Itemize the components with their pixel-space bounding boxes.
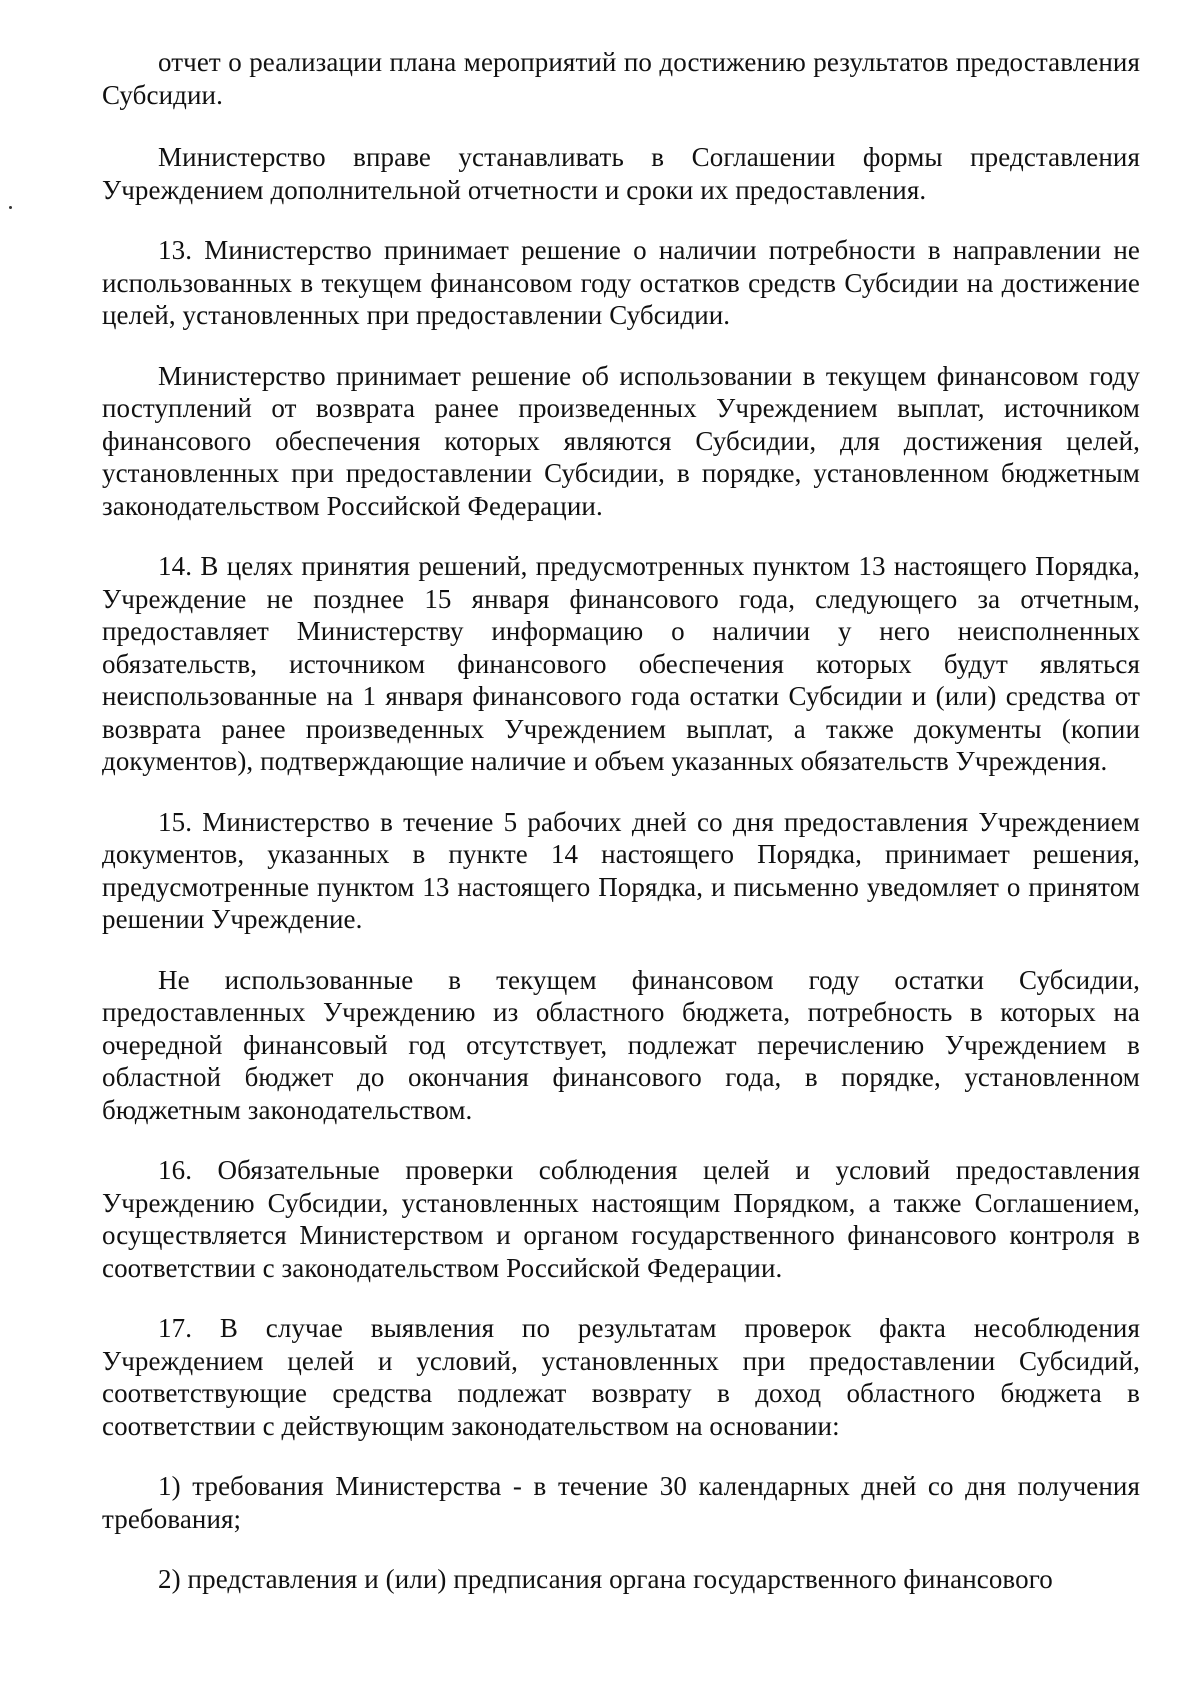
document-body xyxy=(102,46,1140,1596)
paragraph-report-continuation: отчет о реализации плана мероприятий по достижению результатов предоставления Субсидии. xyxy=(102,47,1140,110)
paragraph-14: 14. В целях принятия решений, предусмотренных пунктом 13 настоящего Порядка, Учреждение не позднее 15 января финансового года, следующего за отчетным, предоставляет Министерству информацию о наличии у него неисполненных обязательств, источником финансового обеспечения которых будут являться неиспользованные на 1 января финансового года остатки Субсидии и (или) средства от возврата ранее произведенных Учреждением выплат, а также документы (копии документов), подтверждающие наличие и объем указанных обязательств Учреждения. xyxy=(102,551,1140,776)
paragraph-13-returns: Министерство принимает решение об использовании в текущем финансовом году поступлений от возврата ранее произведенных Учреждением выплат, источником финансового обеспечения которых являются Субсидии, для достижения целей, установленных при предоставлении Субсидии, в порядке, установленном бюджетным законодательством Российской Федерации. xyxy=(102,360,1140,521)
paragraph-17-item-2: 2) представления и (или) предписания органа государственного финансового xyxy=(158,1564,1053,1594)
paragraph-additional-reporting: Министерство вправе устанавливать в Соглашении формы представления Учреждением дополнительной отчетности и сроки их предоставления. xyxy=(102,142,1140,205)
paragraph-13: 13. Министерство принимает решение о наличии потребности в направлении не использованных в текущем финансовом году остатков средств Субсидии на достижение целей, установленных при предоставлении Субсидии. xyxy=(102,235,1140,330)
paragraph-17: 17. В случае выявления по результатам проверок факта несоблюдения Учреждением целей и условий, установленных при предоставлении Субсидий, соответствующие средства подлежат возврату в доход областного бюджета в соответствии с действующим законодательством на основании: xyxy=(102,1313,1140,1441)
paragraph-17-item-1: 1) требования Министерства - в течение 30 календарных дней со дня получения требования; xyxy=(102,1471,1140,1534)
paragraph-16: 16. Обязательные проверки соблюдения целей и условий предоставления Учреждению Субсидии, установленных настоящим Порядком, а также Соглашением, осуществляется Министерством и органом государственного финансового контроля в соответствии с законодательством Российской Федерации. xyxy=(102,1155,1140,1283)
scan-speck xyxy=(9,206,12,209)
paragraph-15-unused-balances: Не использованные в текущем финансовом году остатки Субсидии, предоставленных Учреждению из областного бюджета, потребность в которых на очередной финансовый год отсутствует, подлежат перечислению Учреждением в областной бюджет до окончания финансового года, в порядке, установленном бюджетным законодательством. xyxy=(102,964,1140,1125)
paragraph-15: 15. Министерство в течение 5 рабочих дней со дня предоставления Учреждением документов, указанных в пункте 14 настоящего Порядка, принимает решения, предусмотренные пунктом 13 настоящего Порядка, и письменно уведомляет о принятом решении Учреждение. xyxy=(102,806,1140,934)
